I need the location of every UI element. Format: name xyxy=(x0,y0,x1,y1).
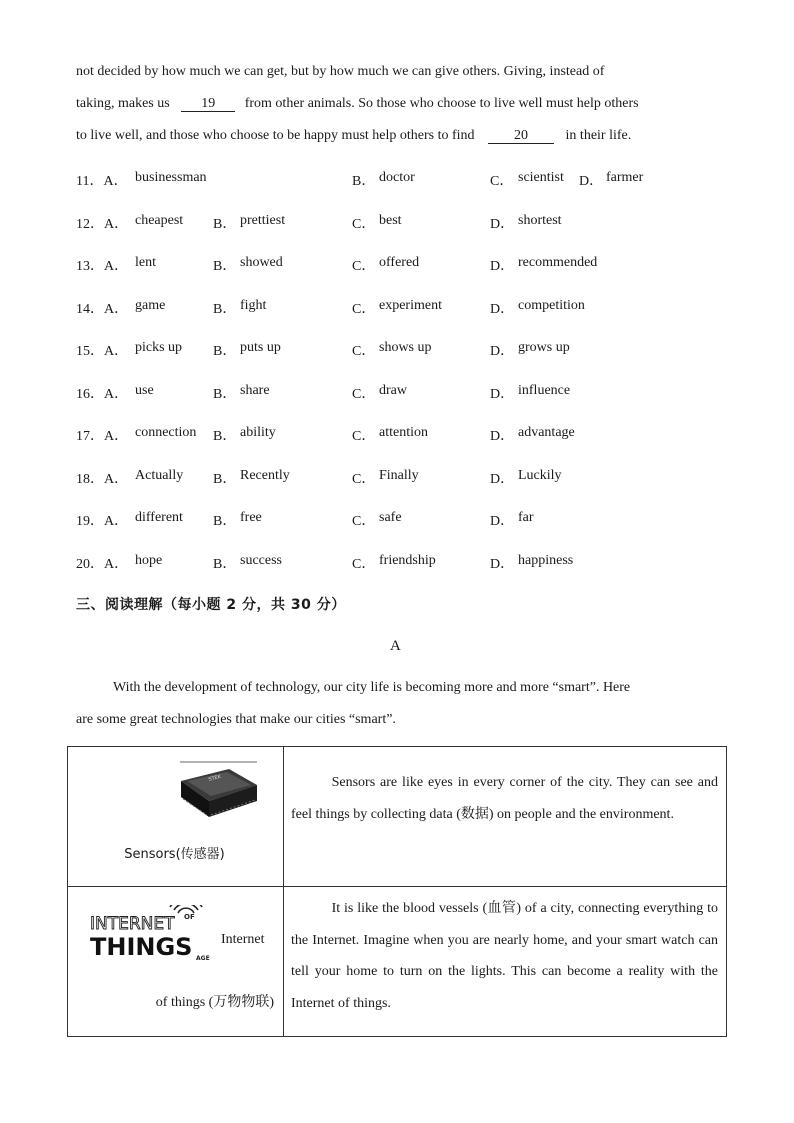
iot-label-line-1: Internet xyxy=(221,932,265,947)
option-d: Luckily xyxy=(518,468,562,483)
option-b: free xyxy=(240,510,262,525)
option-b: showed xyxy=(240,255,283,270)
option-d: far xyxy=(518,510,534,525)
passage-line-2 xyxy=(76,96,639,112)
technology-table xyxy=(67,746,727,1037)
option-c-label: C． xyxy=(352,557,376,572)
passage-line-1: not decided by how much we can get, but by how much we can give others. Giving, instead of xyxy=(76,64,605,79)
option-b: puts up xyxy=(240,340,281,355)
option-c-label: C． xyxy=(352,259,376,274)
question-15 xyxy=(76,340,716,360)
option-b-label: B． xyxy=(213,387,237,402)
option-d-label: D． xyxy=(579,174,604,189)
option-b: doctor xyxy=(379,170,415,185)
option-d: advantage xyxy=(518,425,575,440)
sensor-label: Sensors(传感器) xyxy=(124,847,225,862)
option-b: Recently xyxy=(240,468,290,483)
iot-description-cell xyxy=(284,887,727,1037)
question-number: 14．A． xyxy=(76,302,129,317)
option-b-label: B． xyxy=(352,174,376,189)
question-number: 18．A． xyxy=(76,472,129,487)
option-d-label: D． xyxy=(490,344,515,359)
option-c: friendship xyxy=(379,553,436,568)
option-b-label: B． xyxy=(213,557,237,572)
option-a: cheapest xyxy=(135,213,184,228)
iot-label-line-2: of things (万物物联) xyxy=(155,995,274,1010)
option-c: offered xyxy=(379,255,420,270)
option-d: recommended xyxy=(518,255,598,270)
option-c: experiment xyxy=(379,298,442,313)
blank-20: 20 xyxy=(488,128,554,144)
question-number: 20．A． xyxy=(76,557,129,572)
iot-image-cell xyxy=(68,887,284,1037)
option-c: attention xyxy=(379,425,428,440)
option-c: draw xyxy=(379,383,407,398)
option-c: scientist xyxy=(518,170,564,185)
option-d-label: D． xyxy=(490,302,515,317)
option-d-label: D． xyxy=(490,557,515,572)
section-title: 三、阅读理解（每小题 2 分，共 30 分） xyxy=(76,597,346,613)
option-d-label: D． xyxy=(490,472,515,487)
option-d: competition xyxy=(518,298,585,313)
option-d-label: D． xyxy=(490,387,515,402)
option-a: game xyxy=(135,298,166,313)
intro-line-1: With the development of technology, our city life is becoming more and more “smart”. Here xyxy=(113,680,631,695)
question-number: 17．A． xyxy=(76,429,129,444)
question-18 xyxy=(76,468,716,488)
option-a: businessman xyxy=(135,170,207,185)
option-d-label: D． xyxy=(490,217,515,232)
option-c: safe xyxy=(379,510,402,525)
option-b: prettiest xyxy=(240,213,286,228)
sensor-image-cell xyxy=(68,747,284,887)
question-number: 11．A． xyxy=(76,174,128,189)
option-a: different xyxy=(135,510,183,525)
question-12 xyxy=(76,213,716,233)
passage-line-2-pre: taking, makes us xyxy=(76,96,170,111)
option-c-label: C． xyxy=(352,217,376,232)
iot-logo xyxy=(88,905,213,967)
option-c-label: C． xyxy=(352,429,376,444)
intro-line-2: are some great technologies that make our cities “smart”. xyxy=(76,712,396,727)
passage-line-3-post: in their life. xyxy=(565,128,632,143)
question-11 xyxy=(76,170,716,190)
option-c-label: C． xyxy=(352,302,376,317)
option-c-label: C． xyxy=(490,174,514,189)
question-number: 15．A． xyxy=(76,344,129,359)
option-c: shows up xyxy=(379,340,432,355)
question-19 xyxy=(76,510,716,530)
part-heading: A xyxy=(390,638,401,654)
option-b: fight xyxy=(240,298,267,313)
option-a: picks up xyxy=(135,340,183,355)
passage-line-3 xyxy=(76,128,631,144)
chip-label: STEK xyxy=(207,773,222,783)
option-b-label: B． xyxy=(213,217,237,232)
option-b-label: B． xyxy=(213,302,237,317)
passage-line-3-pre: to live well, and those who choose to be happy must help others to find xyxy=(76,128,475,143)
option-d: influence xyxy=(518,383,571,398)
option-b-label: B． xyxy=(213,429,237,444)
option-c-label: C． xyxy=(352,387,376,402)
question-number: 16．A． xyxy=(76,387,129,402)
option-c: best xyxy=(379,213,402,228)
option-a: Actually xyxy=(135,468,184,483)
sensor-chip-image xyxy=(177,759,261,831)
question-13 xyxy=(76,255,716,275)
iot-logo-age: AGE xyxy=(196,955,210,962)
option-b-label: B． xyxy=(213,472,237,487)
option-a: hope xyxy=(135,553,163,568)
table-row-sensors xyxy=(68,747,727,887)
option-b: share xyxy=(240,383,270,398)
option-a: connection xyxy=(135,425,197,440)
question-16 xyxy=(76,383,716,403)
option-d: farmer xyxy=(606,170,644,185)
option-b-label: B． xyxy=(213,259,237,274)
iot-logo-things: THINGS xyxy=(90,933,193,961)
option-d-label: D． xyxy=(490,429,515,444)
option-d: happiness xyxy=(518,553,574,568)
iot-description: It is like the blood vessels (血管) of a city, connecting everything to the Internet. Imagine when you are nearly home, and your smart watch can tell your home to turn on the lights. This can become a reality with the Internet of things. xyxy=(291,901,718,1011)
option-d: shortest xyxy=(518,213,562,228)
option-b-label: B． xyxy=(213,514,237,529)
question-number: 13．A． xyxy=(76,259,129,274)
option-d-label: D． xyxy=(490,259,515,274)
table-row-iot xyxy=(68,887,727,1037)
option-c: Finally xyxy=(379,468,419,483)
option-b-label: B． xyxy=(213,344,237,359)
sensor-description-cell xyxy=(284,747,727,887)
option-b: ability xyxy=(240,425,276,440)
question-20 xyxy=(76,553,716,573)
option-c-label: C． xyxy=(352,472,376,487)
passage-line-2-post: from other animals. So those who choose to live well must help others xyxy=(244,96,639,111)
blank-19: 19 xyxy=(181,96,235,112)
question-number: 12．A． xyxy=(76,217,129,232)
iot-logo-of: OF xyxy=(184,913,195,921)
option-d: grows up xyxy=(518,340,570,355)
question-17 xyxy=(76,425,716,445)
option-a: lent xyxy=(135,255,156,270)
option-a: use xyxy=(135,383,154,398)
iot-logo-internet: INTERNET xyxy=(90,914,175,934)
option-c-label: C． xyxy=(352,514,376,529)
sensor-description: Sensors are like eyes in every corner of the city. They can see and feel things by collecting data (数据) on people and the environment. xyxy=(291,775,718,822)
question-number: 19．A． xyxy=(76,514,129,529)
question-14 xyxy=(76,298,716,318)
option-c-label: C． xyxy=(352,344,376,359)
option-b: success xyxy=(240,553,282,568)
option-d-label: D． xyxy=(490,514,515,529)
